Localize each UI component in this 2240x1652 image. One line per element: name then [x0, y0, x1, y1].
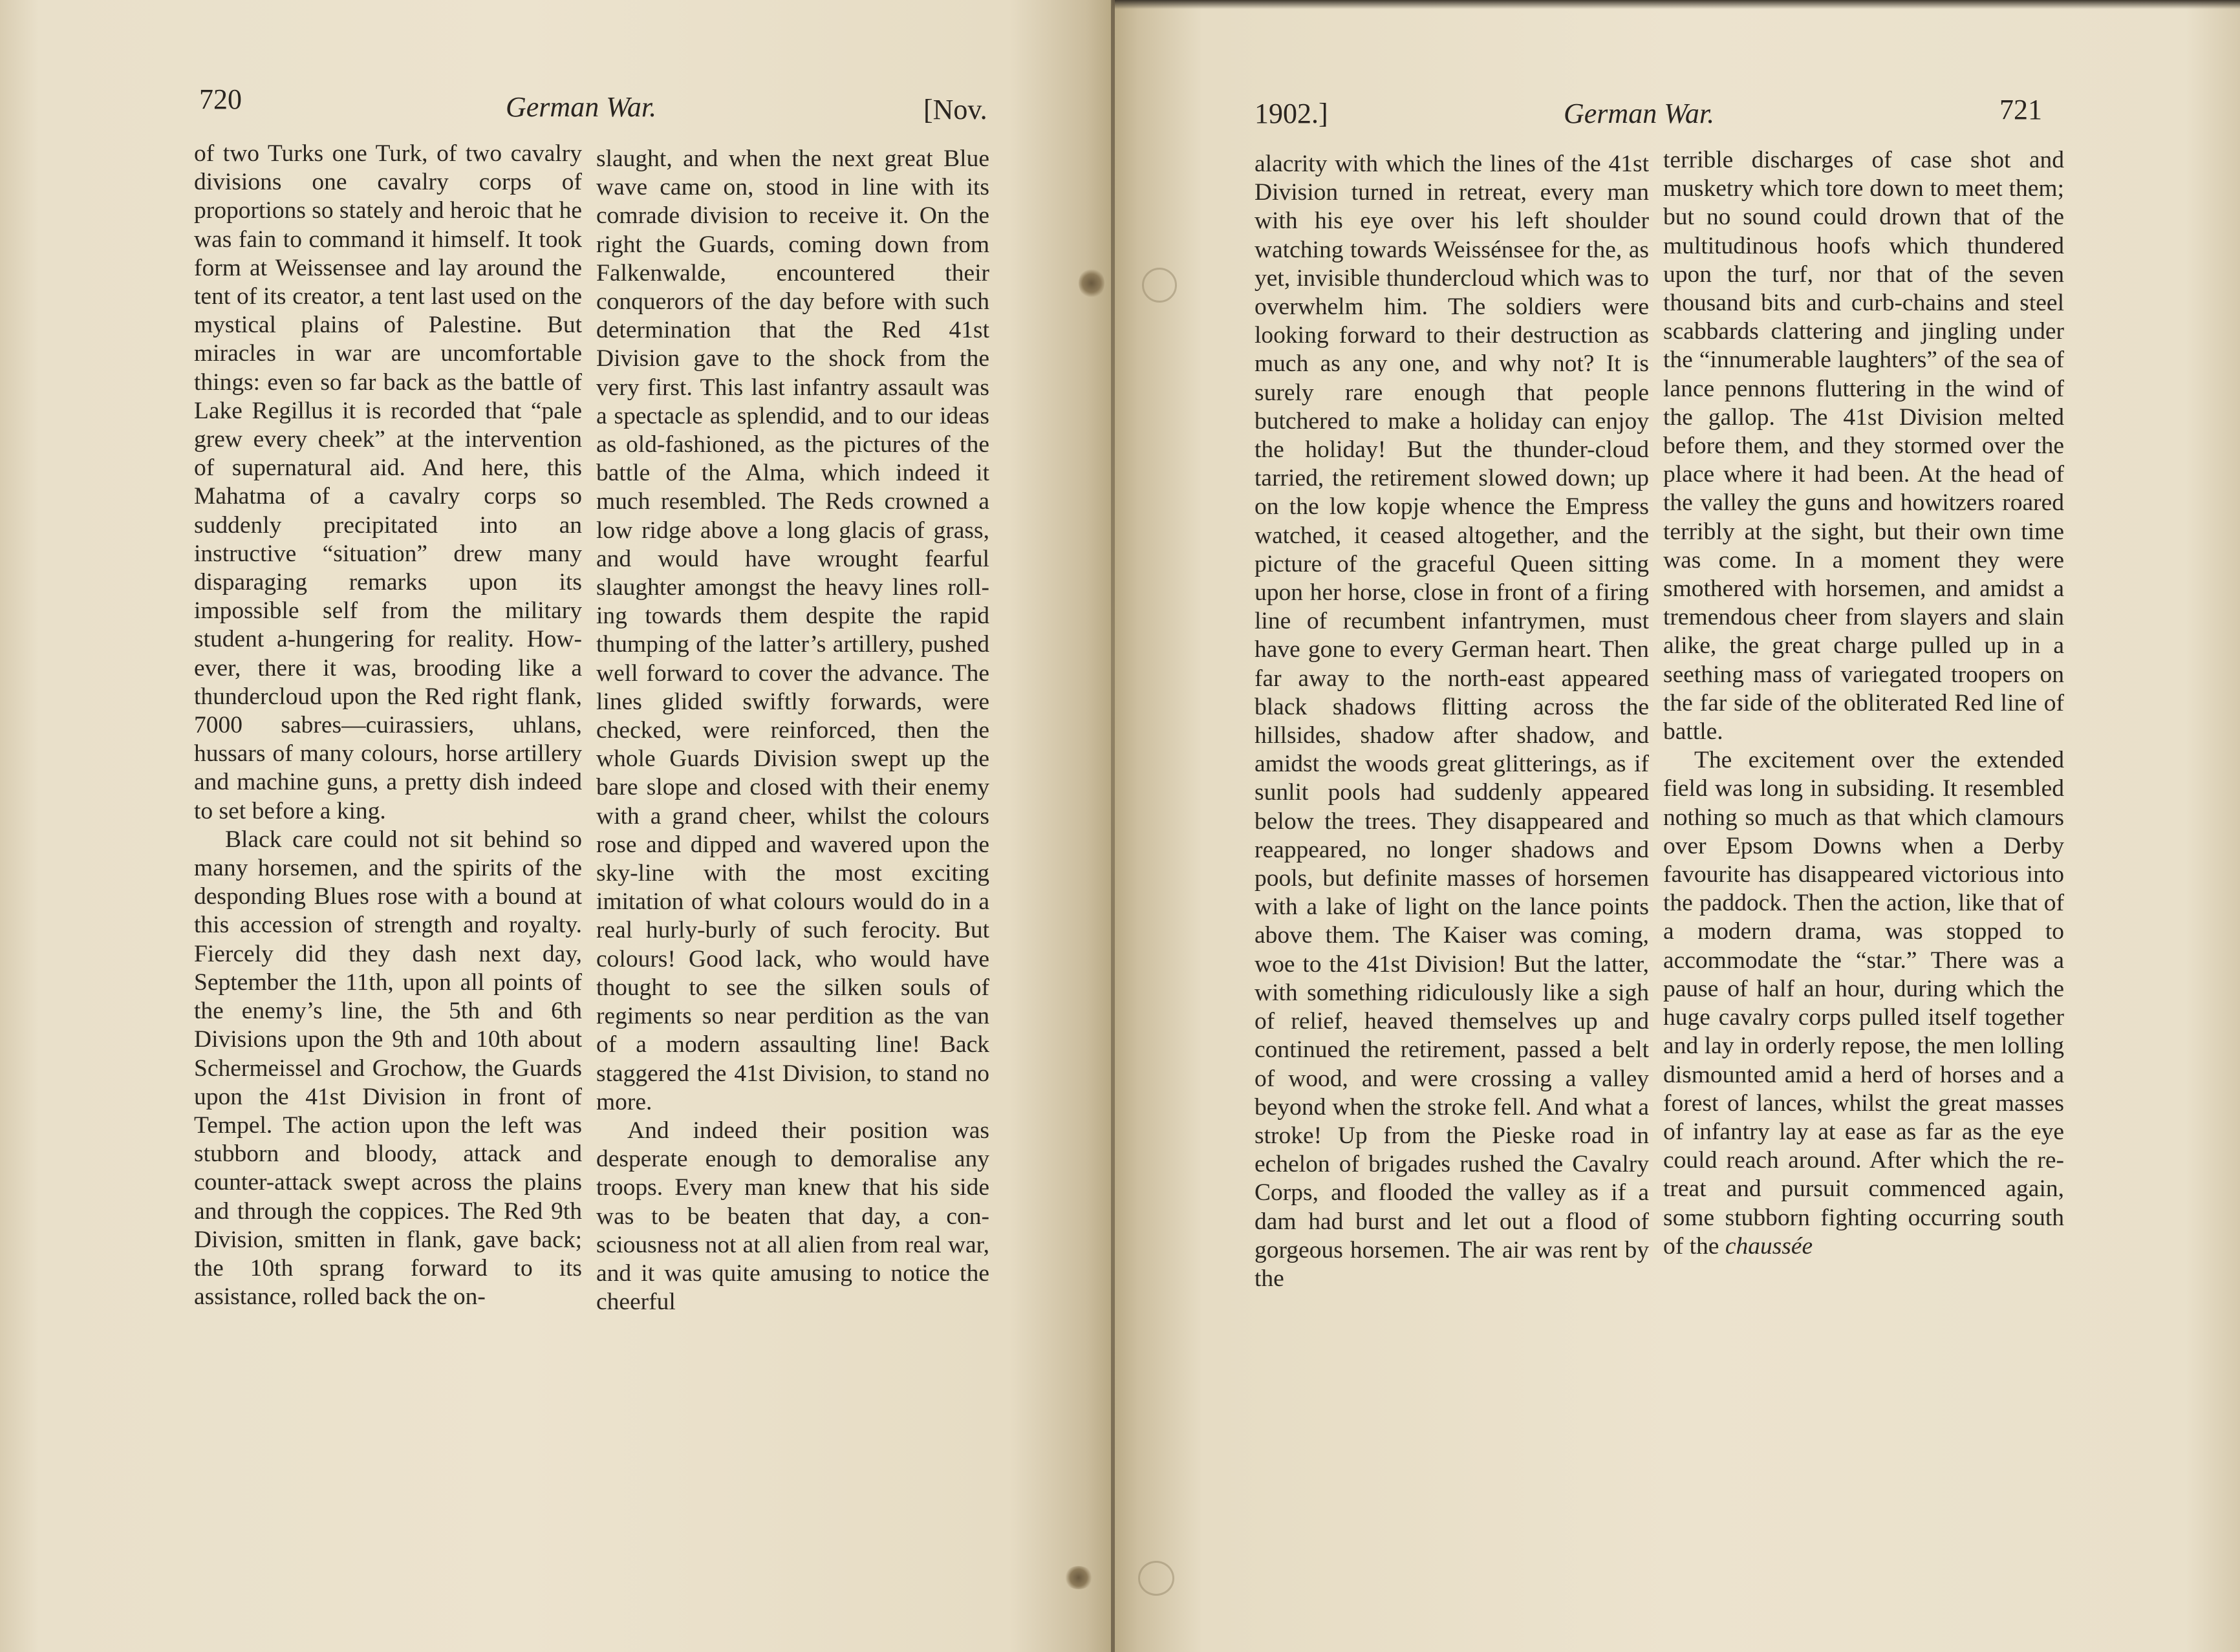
- right-page: [1115, 0, 2240, 1652]
- paragraph-text: The excitement over the extended field was long in subsiding. It resembled nothing so much as that which clamours over Epsom Downs when a Derby favourite has disappeared victorious into the paddock. Then the action, like that of a modern drama, was stopped to accommodate the “star.” There was a pause of half an hour, during which the huge cavalry corps pulled itself together and lay in orderly repose, the men lolling dismounted amid a herd of horses and a forest of lances, whilst the great masses of infantry lay at ease as far as the eye could reach around. After which the retreat and pursuit commenced again, some stubborn fighting occurring south of the: [1663, 747, 2064, 1260]
- left-page: [0, 0, 1112, 1652]
- date-mark: [Nov.: [923, 94, 987, 125]
- paragraph: And indeed their position was desperate enough to demoralise any troops. Every man knew that his side was to be beaten that day, a consciousness not at all alien from real war, and it was quite amusing to notice the cheerful: [596, 1117, 989, 1316]
- paragraph: terrible discharges of case shot and musketry which tore down to meet them; but no sound could drown that of the multitudinous hoofs which thundered upon the turf, nor that of the seven thousand bits and curb-chains and steel scabbards clattering and jingling under the “innumerable laughters” of the sea of lance pennons fluttering in the wind of the gallop. The 41st Division melted before them, and they stormed over the place where it had been. At the head of the valley the guns and howitzers roared terribly at the sight, but their own time was come. In a moment they were smothered with horsemen, and amidst a tremendous cheer from slayers and slain alike, the great charge pulled up in a seething mass of variegated troopers on the far side of the obliterated Red line of battle.: [1663, 147, 2064, 746]
- paragraph: slaught, and when the next great Blue wave came on, stood in line with its comrade division to receive it. On the right the Guards, coming down from Falkenwalde, encountered their conquerors of the day before with such determination that the Red 41st Division gave to the shock from the very first. This last infantry assault was a spectacle as splendid, and to our ideas as old-fashioned, as the pictures of the battle of the Alma, which indeed it much resembled. The Reds crowned a low ridge above a long glacis of grass, and would have wrought fearful slaughter amongst the heavy lines rolling towards them despite the rapid thumping of the latter’s artillery, pushed well forward to cover the advance. The lines glided swiftly forwards, were checked, were reinforced, then the whole Guards Division swept up the bare slope and closed with their enemy with a grand cheer, whilst the colours rose and dipped and wavered upon the sky-line with the most exciting imitation of what colours would do in a real hurly-burly of such ferocity. But colours! Good lack, who would have thought to see the silken souls of regiments so near perdition as the van of a modern assaulting line! Back staggered the 41st Division, to stand no more.: [596, 145, 989, 1115]
- paragraph: [1663, 746, 2064, 1261]
- date-mark: 1902.]: [1255, 98, 1328, 129]
- text-column-2: [1663, 146, 2064, 1261]
- page-number: 721: [1999, 94, 2042, 125]
- running-title: German War.: [506, 91, 657, 123]
- paragraph: of two Turks one Turk, of two cavalry divisions one cavalry corps of proportions so stately and heroic that he was fain to command it himself. It took form at Weissensee and lay around the tent of its creator, a tent last used on the mystical plains of Palestine. But miracles in war are uncomfortable things: even so far back as the battle of Lake Regillus it is recorded that “pale grew every cheek” at the intervention of supernatural aid. And here, this Mahatma of a cavalry corps so suddenly precipitated into an instructive “situation” drew many disparaging remarks upon its impossible self from the military student a-hungering for reality. However, there it was, brooding like a thundercloud upon the Red right flank, 7000 sabres—cuirassiers, uhlans, hussars of many colours, horse artillery and machine guns, a pretty dish indeed to set before a king.: [194, 140, 582, 824]
- text-column-1: [1255, 150, 1649, 1293]
- text-column-1: [194, 140, 582, 1311]
- paragraph: Black care could not sit behind so many horsemen, and the spirits of the desponding Blues rose with a bound at this accession of strength and royalty. Fiercely did they dash next day, September the 11th, upon all points of the enemy’s line, the 5th and 6th Divisions upon the 9th and 10th about Schermeissel and Grochow, the Guards upon the 41st Division in front of Tempel. The action upon the left was stubborn and bloody, attack and counter-attack swept across the plains and through the coppices. The Red 9th Division, smitten in flank, gave back; the 10th sprang forward to its assistance, rolled back the on-: [194, 826, 582, 1311]
- running-title: German War.: [1564, 98, 1715, 129]
- paragraph: alacrity with which the lines of the 41st Division turned in retreat, every man with his eye over his left shoulder watching towards Weissénsee for the, as yet, invisible thundercloud which was to overwhelm him. The soldiers were looking forward to their destruction as much as any one, and why not? It is surely rare enough that people butchered to make a holiday can enjoy the holiday! But the thunder-cloud tarried, the retirement slowed down; up on the low kopje whence the Empress watched, it ceased altogether, and the picture of the graceful Queen sitting upon her horse, close in front of a firing line of recumbent infantrymen, must have gone to every German heart. Then far away to the north-east appeared black shadows flitting across the hillsides, shadow after shadow, and amidst the woods great glitterings, as if sunlit pools had suddenly appeared below the trees. They disappeared and reappeared, no longer shadows and pools, but definite masses of horsemen with a lake of light on the lance points above them. The Kaiser was coming, woe to the 41st Division! But the latter, with something ridiculously like a sigh of relief, heaved themselves up and continued the retirement, passed a belt of wood, and were crossing a valley beyond when the stroke fell. And what a stroke! Up from the Pieske road in echelon of brigades rushed the Cavalry Corps, and flooded the valley as if a dam had burst and let out a flood of gorgeous horsemen. The air was rent by the: [1255, 151, 1649, 1292]
- page-number: 720: [199, 83, 242, 115]
- text-column-2: [596, 145, 989, 1316]
- italic-word: chaussée: [1725, 1232, 1813, 1260]
